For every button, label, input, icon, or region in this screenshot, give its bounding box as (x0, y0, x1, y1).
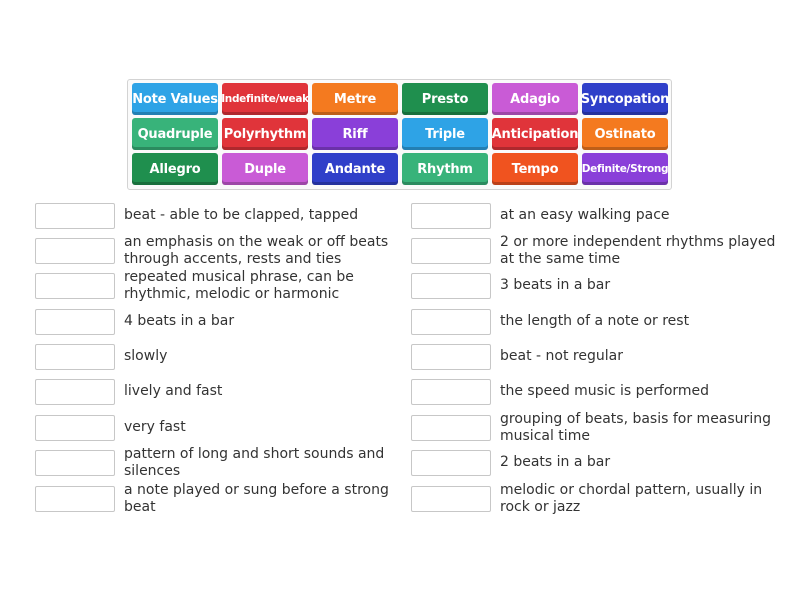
answer-slot[interactable] (411, 486, 491, 512)
clue-text: an emphasis on the weak or off beats through accents, rests and ties (124, 233, 389, 267)
answer-slot[interactable] (411, 450, 491, 476)
answer-slot[interactable] (35, 415, 115, 441)
answer-slot[interactable] (35, 203, 115, 229)
clue-text: at an easy walking pace (500, 207, 670, 224)
answer-slot[interactable] (411, 203, 491, 229)
answer-slot[interactable] (35, 486, 115, 512)
clue-text: 2 beats in a bar (500, 454, 611, 471)
tile-duple[interactable]: Duple (222, 153, 308, 185)
tile-anticipation[interactable]: Anticipation (492, 118, 578, 150)
clue-text: lively and fast (124, 383, 223, 400)
clue-text: a note played or sung before a strong beat (124, 481, 389, 515)
tile-allegro[interactable]: Allegro (132, 153, 218, 185)
clue-text: grouping of beats, basis for measuring musical time (500, 410, 771, 444)
answer-slot[interactable] (411, 309, 491, 335)
answer-slot[interactable] (411, 415, 491, 441)
clue-text: the speed music is performed (500, 383, 710, 400)
tile-ostinato[interactable]: Ostinato (582, 118, 668, 150)
answer-slot[interactable] (411, 344, 491, 370)
answer-slot[interactable] (35, 379, 115, 405)
tile-riff[interactable]: Riff (312, 118, 398, 150)
tile-note-values[interactable]: Note Values (132, 83, 218, 115)
answer-slot[interactable] (411, 273, 491, 299)
answer-slot[interactable] (35, 273, 115, 299)
tile-polyrhythm[interactable]: Polyrhythm (222, 118, 308, 150)
answer-slot[interactable] (35, 344, 115, 370)
answer-slot[interactable] (411, 238, 491, 264)
tile-metre[interactable]: Metre (312, 83, 398, 115)
tile-definite-strong[interactable]: Definite/Strong (582, 153, 668, 185)
clue-text: very fast (124, 419, 186, 436)
clue-text: 2 or more independent rhythms played at the same time (500, 233, 776, 267)
clue-text: melodic or chordal pattern, usually in rock or jazz (500, 481, 763, 515)
answer-slot[interactable] (35, 450, 115, 476)
clue-text: 3 beats in a bar (500, 277, 611, 294)
clue-text: 4 beats in a bar (124, 313, 235, 330)
tile-tempo[interactable]: Tempo (492, 153, 578, 185)
answer-slot[interactable] (35, 238, 115, 264)
tile-andante[interactable]: Andante (312, 153, 398, 185)
clue-text: slowly (124, 348, 168, 365)
tile-quadruple[interactable]: Quadruple (132, 118, 218, 150)
clue-text: repeated musical phrase, can be rhythmic, melodic or harmonic (124, 268, 354, 302)
clue-text: pattern of long and short sounds and silences (124, 445, 385, 479)
clue-text: beat - not regular (500, 348, 623, 365)
answer-slot[interactable] (35, 309, 115, 335)
tile-adagio[interactable]: Adagio (492, 83, 578, 115)
tile-rhythm[interactable]: Rhythm (402, 153, 488, 185)
tile-triple[interactable]: Triple (402, 118, 488, 150)
tile-indefinite-weak[interactable]: Indefinite/weak (222, 83, 308, 115)
clue-text: beat - able to be clapped, tapped (124, 207, 359, 224)
clue-text: the length of a note or rest (500, 313, 690, 330)
answer-slot[interactable] (411, 379, 491, 405)
tile-syncopation[interactable]: Syncopation (582, 83, 668, 115)
tile-presto[interactable]: Presto (402, 83, 488, 115)
